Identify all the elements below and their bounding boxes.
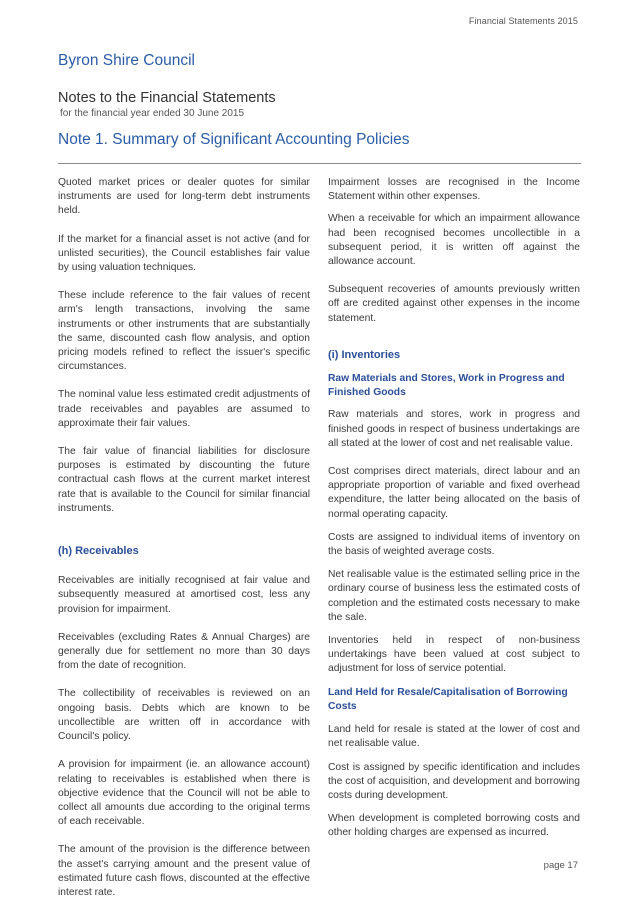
paragraph: The amount of the provision is the difference between the asset's carrying amount and the present value of estimated future cash flows, discounted at the effective interest rate. [58,844,310,898]
paragraph: Receivables are initially recognised at fair value and subsequently measured at amortised cost, less any provision for impairment. [58,575,310,615]
council-name: Byron Shire Council [58,52,195,69]
paragraph: Net realisable value is the estimated selling price in the ordinary course of business less the estimated costs of completion and the estimated costs necessary to make the sale. [328,569,580,623]
paragraph: Receivables (excluding Rates & Annual Charges) are generally due for settlement no more than 30 days from the date of recognition. [58,631,310,672]
paragraph: Raw materials and stores, work in progress and finished goods in respect of business undertakings are all stated at the lower of cost and net realisable value. [328,409,580,449]
paragraph: Costs are assigned to individual items of inventory on the basis of weighted average costs. [328,531,580,558]
paragraph: The collectibility of receivables is reviewed on an ongoing basis. Debts which are known to be uncollectible are written off in accordance with Council's policy. [58,688,310,743]
subheading-raw-materials: Raw Materials and Stores, Work in Progress and Finished Goods [328,373,565,399]
heading-divider [58,163,581,164]
paragraph: A provision for impairment (ie. an allowance account) relating to receivables is established when there is objective evidence that the Council will not be able to collect all amounts due according to the original terms of each receivable. [58,759,310,828]
paragraph: Cost is assigned by specific identification and includes the cost of acquisition, and development and borrowing costs during development. [328,761,580,801]
paragraph: If the market for a financial asset is not active (and for unlisted securities), the Council establishes fair value by using valuation techniques. [58,233,310,274]
section-heading-receivables: (h) Receivables [58,545,139,558]
paragraph: Cost comprises direct materials, direct labour and an appropriate proportion of variable and fixed overhead expenditure, the latter being allocated on the basis of normal operating capacity. [328,466,580,520]
section-heading-inventories: (i) Inventories [328,348,401,361]
notes-subtitle: for the financial year ended 30 June 2015 [60,108,245,119]
right-column [328,176,580,841]
paragraph: The fair value of financial liabilities for disclosure purposes is estimated by discounting the future contractual cash flows at the current market interest rate that is available to the Council for similar financial instruments. [58,446,310,514]
paragraph: The nominal value less estimated credit adjustments of trade receivables and payables are assumed to approximate their fair values. [58,389,310,429]
note-heading: Note 1. Summary of Significant Accounting Policies [58,131,410,148]
paragraph: These include reference to the fair values of recent arm's length transactions, involving the same instruments or other instruments that are substantially the same, discounted cash flow analysis, and option pricing models refined to reflect the issuer's specific circumstances. [58,290,310,373]
paragraph: When development is completed borrowing costs and other holding charges are expensed as incurred. [328,813,580,839]
paragraph: Quoted market prices or dealer quotes for similar instruments are used for long-term debt instruments held. [58,177,310,217]
notes-title: Notes to the Financial Statements [58,90,276,106]
paragraph: Impairment losses are recognised in the Income Statement within other expenses. [328,177,580,203]
page-number: page 17 [543,860,578,871]
paragraph: Land held for resale is stated at the lower of cost and net realisable value. [328,724,580,750]
left-column [58,176,310,900]
paragraph: When a receivable for which an impairment allowance had been recognised becomes uncollectible in a subsequent period, it is written off against the allowance account. [328,213,580,268]
paragraph: Subsequent recoveries of amounts previously written off are credited against other expenses in the income statement. [328,284,580,324]
running-head: Financial Statements 2015 [468,16,578,26]
subheading-land-held: Land Held for Resale/Capitalisation of Borrowing Costs [328,686,568,712]
paragraph: Inventories held in respect of non-business undertakings have been valued at cost subject to adjustment for loss of service potential. [328,635,580,675]
